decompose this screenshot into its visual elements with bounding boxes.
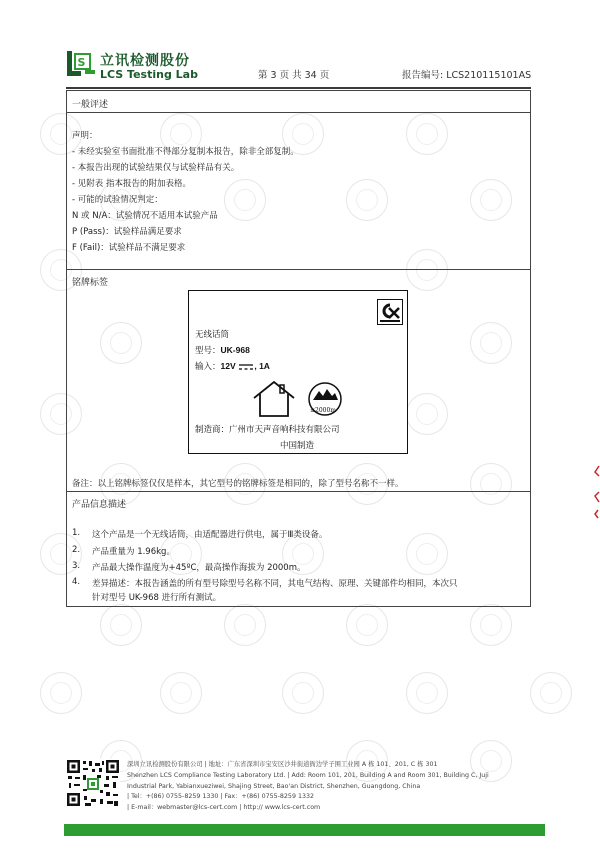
- company-name-en: LCS Testing Lab: [100, 68, 198, 81]
- page-number: 第 3 页 共 34 页: [258, 70, 330, 81]
- section-divider: [67, 112, 530, 113]
- input-line: [195, 360, 270, 372]
- cx-certification-icon: [377, 299, 403, 325]
- model-line: [195, 344, 250, 356]
- lcs-logo-icon: [66, 50, 96, 77]
- product-info-item: 产品最大操作温度为+45ºC，最高操作海拔为 2000m。: [92, 563, 306, 573]
- nameplate-note: 备注：以上铭牌标签仅仅是样本，其它型号的铭牌标签是相同的，除了型号名称不一样。: [72, 479, 404, 489]
- svg-text:S: S: [77, 56, 86, 69]
- company-name-cn: 立讯检测股份: [100, 53, 190, 69]
- item-number: 3.: [72, 561, 81, 571]
- model-label: 型号：: [195, 346, 221, 356]
- header-divider: [66, 87, 531, 89]
- footer-line: | E-mail：webmaster@lcs-cert.com | http:// www.lcs-cert.com: [127, 804, 321, 812]
- product-name: 无线话筒: [195, 330, 230, 340]
- watermark-logo: [282, 672, 324, 714]
- product-info-item: 这个产品是一个无线话筒，由适配器进行供电，属于Ⅲ类设备。: [92, 530, 328, 540]
- general-line: F (Fail)：试验样品不满足要求: [72, 243, 186, 253]
- general-line: - 可能的试验情况判定：: [72, 195, 163, 205]
- watermark-logo: [224, 604, 266, 646]
- report-number: 报告编号: LCS210115101AS: [402, 70, 532, 81]
- watermark-logo: [530, 672, 572, 714]
- made-in-china: 中国制造: [280, 441, 315, 451]
- watermark-logo: [40, 672, 82, 714]
- item-number: 1.: [72, 528, 81, 538]
- watermark-logo: [346, 604, 388, 646]
- manufacturer: 制造商：广州市天声音响科技有限公司: [195, 425, 340, 435]
- watermark-logo: [470, 604, 512, 646]
- product-info-item: 产品重量为 1.96kg。: [92, 547, 175, 557]
- general-line: - 本报告出现的试验结果仅与试验样品有关。: [72, 163, 240, 173]
- item-number: 2.: [72, 545, 81, 555]
- footer-line: Shenzhen LCS Compliance Testing Laboratory Ltd. | Add: Room 101, 201, Building A and Room 301, Building C, Juji: [127, 771, 489, 779]
- watermark-logo: [160, 672, 202, 714]
- indoor-use-house-icon: [249, 379, 299, 419]
- general-section-title: 一般评述: [72, 100, 109, 110]
- product-info-item-continued: 针对型号 UK-968 进行所有测试。: [92, 593, 222, 603]
- nameplate-label: [188, 290, 408, 454]
- general-line: N 或 N/A：试验情况不适用本试验产品: [72, 211, 218, 221]
- section-divider: [67, 269, 530, 270]
- model-value: UK-968: [220, 345, 250, 355]
- general-line: 声明：: [72, 131, 98, 141]
- footer-green-bar: [64, 824, 545, 836]
- footer-line: | Tel：+(86) 0755-8259 1330 | Fax：+(86) 0755-8259 1332: [127, 793, 314, 801]
- watermark-logo: [100, 604, 142, 646]
- report-table: [66, 90, 531, 607]
- product-info-title: 产品信息描述: [72, 500, 127, 510]
- altitude-limit-text: ≤2000m: [310, 407, 336, 414]
- footer-line: Industrial Park, Yabianxueziwei, Shajing Street, Bao'an District, Shenzhen, Guangdong, China: [127, 782, 421, 790]
- input-current: , 1A: [254, 361, 270, 371]
- qr-code-icon: [66, 759, 120, 807]
- product-info-item: 差异描述：本报告涵盖的所有型号除型号名称不同，其电气结构、原理、关键部件均相同，本次只: [92, 579, 458, 589]
- watermark-logo: [406, 672, 448, 714]
- dc-symbol-icon: [238, 363, 254, 371]
- footer-line: 深圳立讯检测股份有限公司 | 地址：广东省深圳市宝安区沙井街道衙边学子围工业园 A 栋 101、201, C 栋 301: [127, 761, 438, 768]
- general-line: - 见附表 指本报告的附加表格。: [72, 179, 191, 189]
- red-stamp-fragment: [592, 462, 600, 522]
- section-divider: [67, 491, 530, 492]
- input-label: 输入：: [195, 362, 221, 372]
- input-voltage: 12V: [220, 361, 236, 371]
- footer-contact-info: [127, 760, 489, 814]
- general-line: P (Pass)：试验样品满足要求: [72, 227, 182, 237]
- nameplate-section-title: 铭牌标签: [72, 278, 109, 288]
- item-number: 4.: [72, 577, 81, 587]
- general-line: - 未经实验室书面批准不得部分复制本报告，除非全部复制。: [72, 147, 299, 157]
